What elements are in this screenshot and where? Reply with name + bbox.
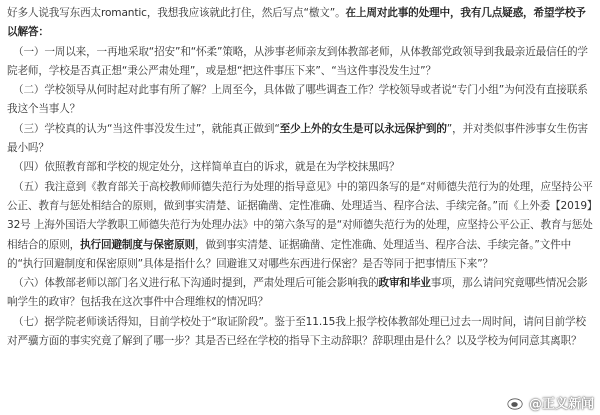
paragraph-text: （一）一周以来，一再地采取“招安”和“怀柔”策略，从涉事老师亲友到体教部老师，从体教部党政领导到我最亲近最信任的学院老师，学校是否真正想“秉公严肃处理”，或是想“把这件事压下来”、“当这件事没发生过”？ (7, 45, 588, 77)
paragraph-text: （七）据学院老师谈话得知，目前学校处于“取证阶段”。鉴于至11.15我上报学校体教部处理已过去一周时间，请问目前学校对严骥方面的事实究竟了解到了哪一步？其是否已经在学校的指导下主动辞职？辞职理由是什么？以及学校为何同意其离职？ (7, 315, 586, 348)
bold-emphasis-text: 政审和毕业 (378, 277, 431, 290)
weibo-logo-icon (507, 395, 525, 410)
question-paragraph (7, 120, 595, 159)
intro-colon: ： (38, 26, 49, 39)
paragraph-text: （四）依照教育部和学校的规定处分，这样简单直白的诉求，就是在为学校抹黑吗？ (13, 161, 400, 174)
intro-paragraph (7, 4, 595, 43)
question-paragraph (7, 274, 595, 313)
paragraph-text: （六）体教部老师以部门名义进行私下沟通时提到，严肃处理后可能会影响我的 (13, 277, 379, 290)
bold-emphasis-text: 至少上外的女生是可以永远保护到的 (279, 122, 447, 135)
question-paragraph (7, 313, 595, 352)
paragraph-text: （二）学校领导从何时起对此事有所了解？上周至今，具体做了哪些调查工作？学校领导或者说“专门小组”为何没有直接联系我这个当事人？ (7, 84, 588, 116)
watermark-text: @正义新闻 (528, 397, 594, 412)
watermark (507, 393, 594, 412)
paragraph-text: ，做到事实清楚、证据确凿、定性准确、处理适当、程序合法、手续完备。”文件中的“执行回避制度和保密原则”具体是指什么？回避谁又对哪些东西进行保密？是否等同于把事情压下来”？ (7, 238, 572, 270)
question-paragraph (7, 43, 595, 82)
intro-text: 好多人说我写东西太romantic，我想我应该就此打住，然后写点“檄文”。 (7, 7, 346, 19)
question-paragraph (7, 178, 595, 274)
paragraph-text: （三）学校真的认为“当这件事没发生过”，就能真正做到“ (13, 122, 280, 135)
paragraph-text: ”，并对类似事件涉事女生伤害最小吗？ (7, 122, 588, 155)
bold-emphasis-text: 执行回避制度与保密原则 (80, 238, 195, 251)
question-list (7, 43, 595, 352)
paragraph-text: （五）我注意到《教育部关于高校教师师德失范行为处理的指导意见》中的第四条写的是“对师德失范行为的处理，应坚持公平公正、教育与惩处相结合的原则，做到事实清楚、证据确凿、定性准确、处理适当、程序合法、手续完备。”而《上外委【2019】32号 上海外国语大学教职工师德失范行为处理办法》中的第六条写的是“对师德失范行为的处理，应坚持公平公正、教育与惩处相结合的原则， (7, 180, 593, 251)
document-body (7, 4, 595, 351)
paragraph-text: 事项，那么请问究竟哪些情况会影响学生的政审？包括我在这次事件中合理维权的情况吗？ (7, 277, 588, 309)
question-paragraph (7, 81, 595, 120)
intro-bold-text: 在上周对此事的处理中，我有几点疑惑，希望学校予以解答 (7, 7, 586, 39)
question-paragraph (7, 158, 595, 177)
